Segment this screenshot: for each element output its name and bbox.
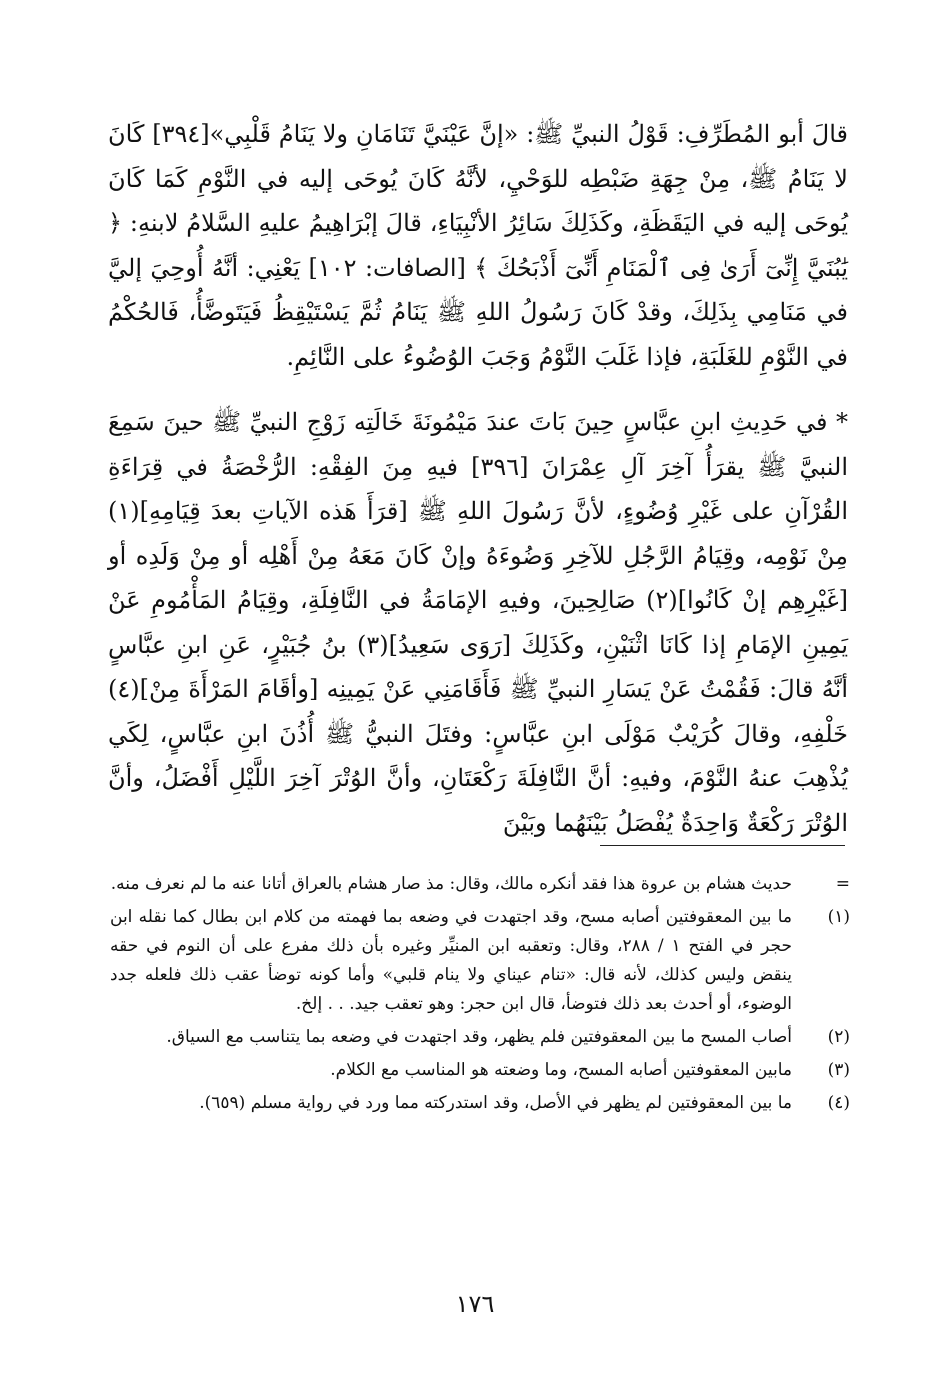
footnote-marker: = — [835, 874, 850, 894]
footnote-text: ما بين المعقوفتين لم يظهر في الأصل، وقد استدركته مما ورد في رواية مسلم (٦٥٩). — [199, 1093, 792, 1113]
footnote-divider — [600, 845, 845, 846]
footnote-3 — [110, 1056, 850, 1085]
footnote-text: أصاب المسح ما بين المعقوفتين فلم يظهر، وقد اجتهدت في وضعه بما يتناسب مع السياق. — [166, 1027, 792, 1047]
footnote-marker: (١) — [827, 907, 850, 927]
footnote-text: حديث هشام بن عروة هذا فقد أنكره مالك، وقال: مذ صار هشام بالعراق أتانا عنه ما لم نعرف منه. — [110, 874, 792, 894]
footnote-1 — [110, 903, 850, 1019]
page-number: ١٧٦ — [455, 1290, 495, 1318]
main-text — [108, 112, 848, 845]
footnote-marker: (٤) — [827, 1093, 850, 1113]
footnote-marker: (٢) — [827, 1027, 850, 1047]
footnote-2 — [110, 1023, 850, 1052]
paragraph-1: قالَ أبو المُطَرِّفِ: قَوْلُ النبيِّ ﷺ: «إنَّ عَيْنَيَّ تَنَامَانِ ولا يَنَامُ قَلْبِي»[٣٩٤] كَانَ لا يَنَامُ ﷺ، مِنْ جِهَةِ ضَبْطِه للوَحْيِ، لأنَّهُ كَانَ يُوحَى إليه في النَّوْمِ كَمَا كَانَ يُوحَى إليه في اليَقَظَةِ، وكَذَلِكَ سَائِرُ الأنْبِيَاءِ، قالَ إبْرَاهِيمُ عليهِ السَّلامُ لابنهِ: ﴿ يَٰبُنَيَّ إِنِّىٓ أَرَىٰ فِى ٱلْمَنَامِ أَنِّىٓ أَذْبَحُكَ ﴾ [الصافات: ١٠٢] يَعْنِي: أنَّهُ أُوحِيَ إليَّ في مَنَامِي بِذَلِكَ، وقدْ كَانَ رَسُولُ اللهِ ﷺ يَنَامُ ثُمَّ يَسْتَيْقِظُ فَيَتَوضَّأُ، فَالحُكْمُ في النَّوْمِ للغَلَبَةِ، فإذا غَلَبَ النَّوْمُ وَجَبَ الوُضُوءُ على النَّائِمِ. — [108, 120, 848, 371]
paragraph-2: * في حَدِيثِ ابنِ عبَّاسٍ حِينَ بَاتَ عندَ مَيْمُونَةَ خَالَتِه زَوْجِ النبيِّ ﷺ حينَ سَمِعَ النبيَّ ﷺ يقرَأُ آخِرَ آلِ عِمْرَانَ [٣٩٦] فيهِ مِنَ الفِقْهِ: الرُّخْصَةُ في قِرَاءَةِ القُرْآنِ على غَيْرِ وُضُوءٍ، لأنَّ رَسُولَ اللهِ ﷺ [قرَأَ هَذه الآياتِ بعدَ قِيَامِهِ](١) مِنْ نَوْمِه، وقِيَامُ الرَّجُلِ للآخِرِ وَضُوءَهُ وإنْ كَانَ مَعَهُ مِنْ أَهْلِه أو مِنْ وَلَدِه أو [غَيْرِهِم إنْ كَانُوا](٢) صَالِحِينَ، وفيهِ الإمَامَةُ في النَّافِلَةِ، وقِيَامُ المَأْمُومِ عَنْ يَمِينِ الإمَامِ إذا كَانَا اثْنَيْنِ، وكَذَلِكَ [رَوَى سَعِيدُ](٣) بنُ جُبَيْرٍ، عَنِ ابنِ عبَّاسٍ أنَّهُ قالَ: فَقُمْتُ عَنْ يَسَارِ النبيِّ ﷺ فَأَقَامَنِي عَنْ يَمِينِه [وأقَامَ المَرْأَةَ مِنْ](٤) خَلْفِهِ، وقالَ كُرَيْبٌ مَوْلَى ابنِ عبَّاسٍ: وفتَلَ النبيُّ ﷺ أُذُنَ ابنِ عبَّاسٍ، لِكَي يُذْهِبَ عنهُ النَّوْمَ، وفيهِ: أنَّ النَّافِلَةَ رَكْعَتَانِ، وأنَّ الوُتْرَ آخِرَ اللَّيْلِ أَفْضَلُ، وأنَّ الوُتْرَ رَكْعَةٌ وَاحِدَةٌ يُفْصَلُ بَيْنَهُما وبَيْنَ — [108, 408, 848, 837]
footnotes — [110, 870, 850, 1122]
footnote-continuation — [110, 870, 850, 899]
footnote-text: مابين المعقوفتين أصابه المسح، وما وضعته هو المناسب مع الكلام. — [330, 1060, 792, 1080]
footnote-marker: (٣) — [827, 1060, 850, 1080]
footnote-text: ما بين المعقوفتين أصابه مسح، وقد اجتهدت في وضعه بما فهمته من كلام ابن بطال كما نقله ابن حجر في الفتح ١ / ٢٨٨، وقال: وتعقبه ابن المنيِّر وغيره بأن ذلك مفرع على أن النوم في حقه ينقض وليس كذلك، لأنه قال: «تنام عيناي ولا ينام قلبي» وأما كونه توضأ عقب ذلك فلعله جدد الوضوء، أو أحدث بعد ذلك فتوضأ، قال ابن حجر: وهو تعقب جيد. . . إلخ. — [110, 907, 792, 1014]
footnote-4 — [110, 1089, 850, 1118]
